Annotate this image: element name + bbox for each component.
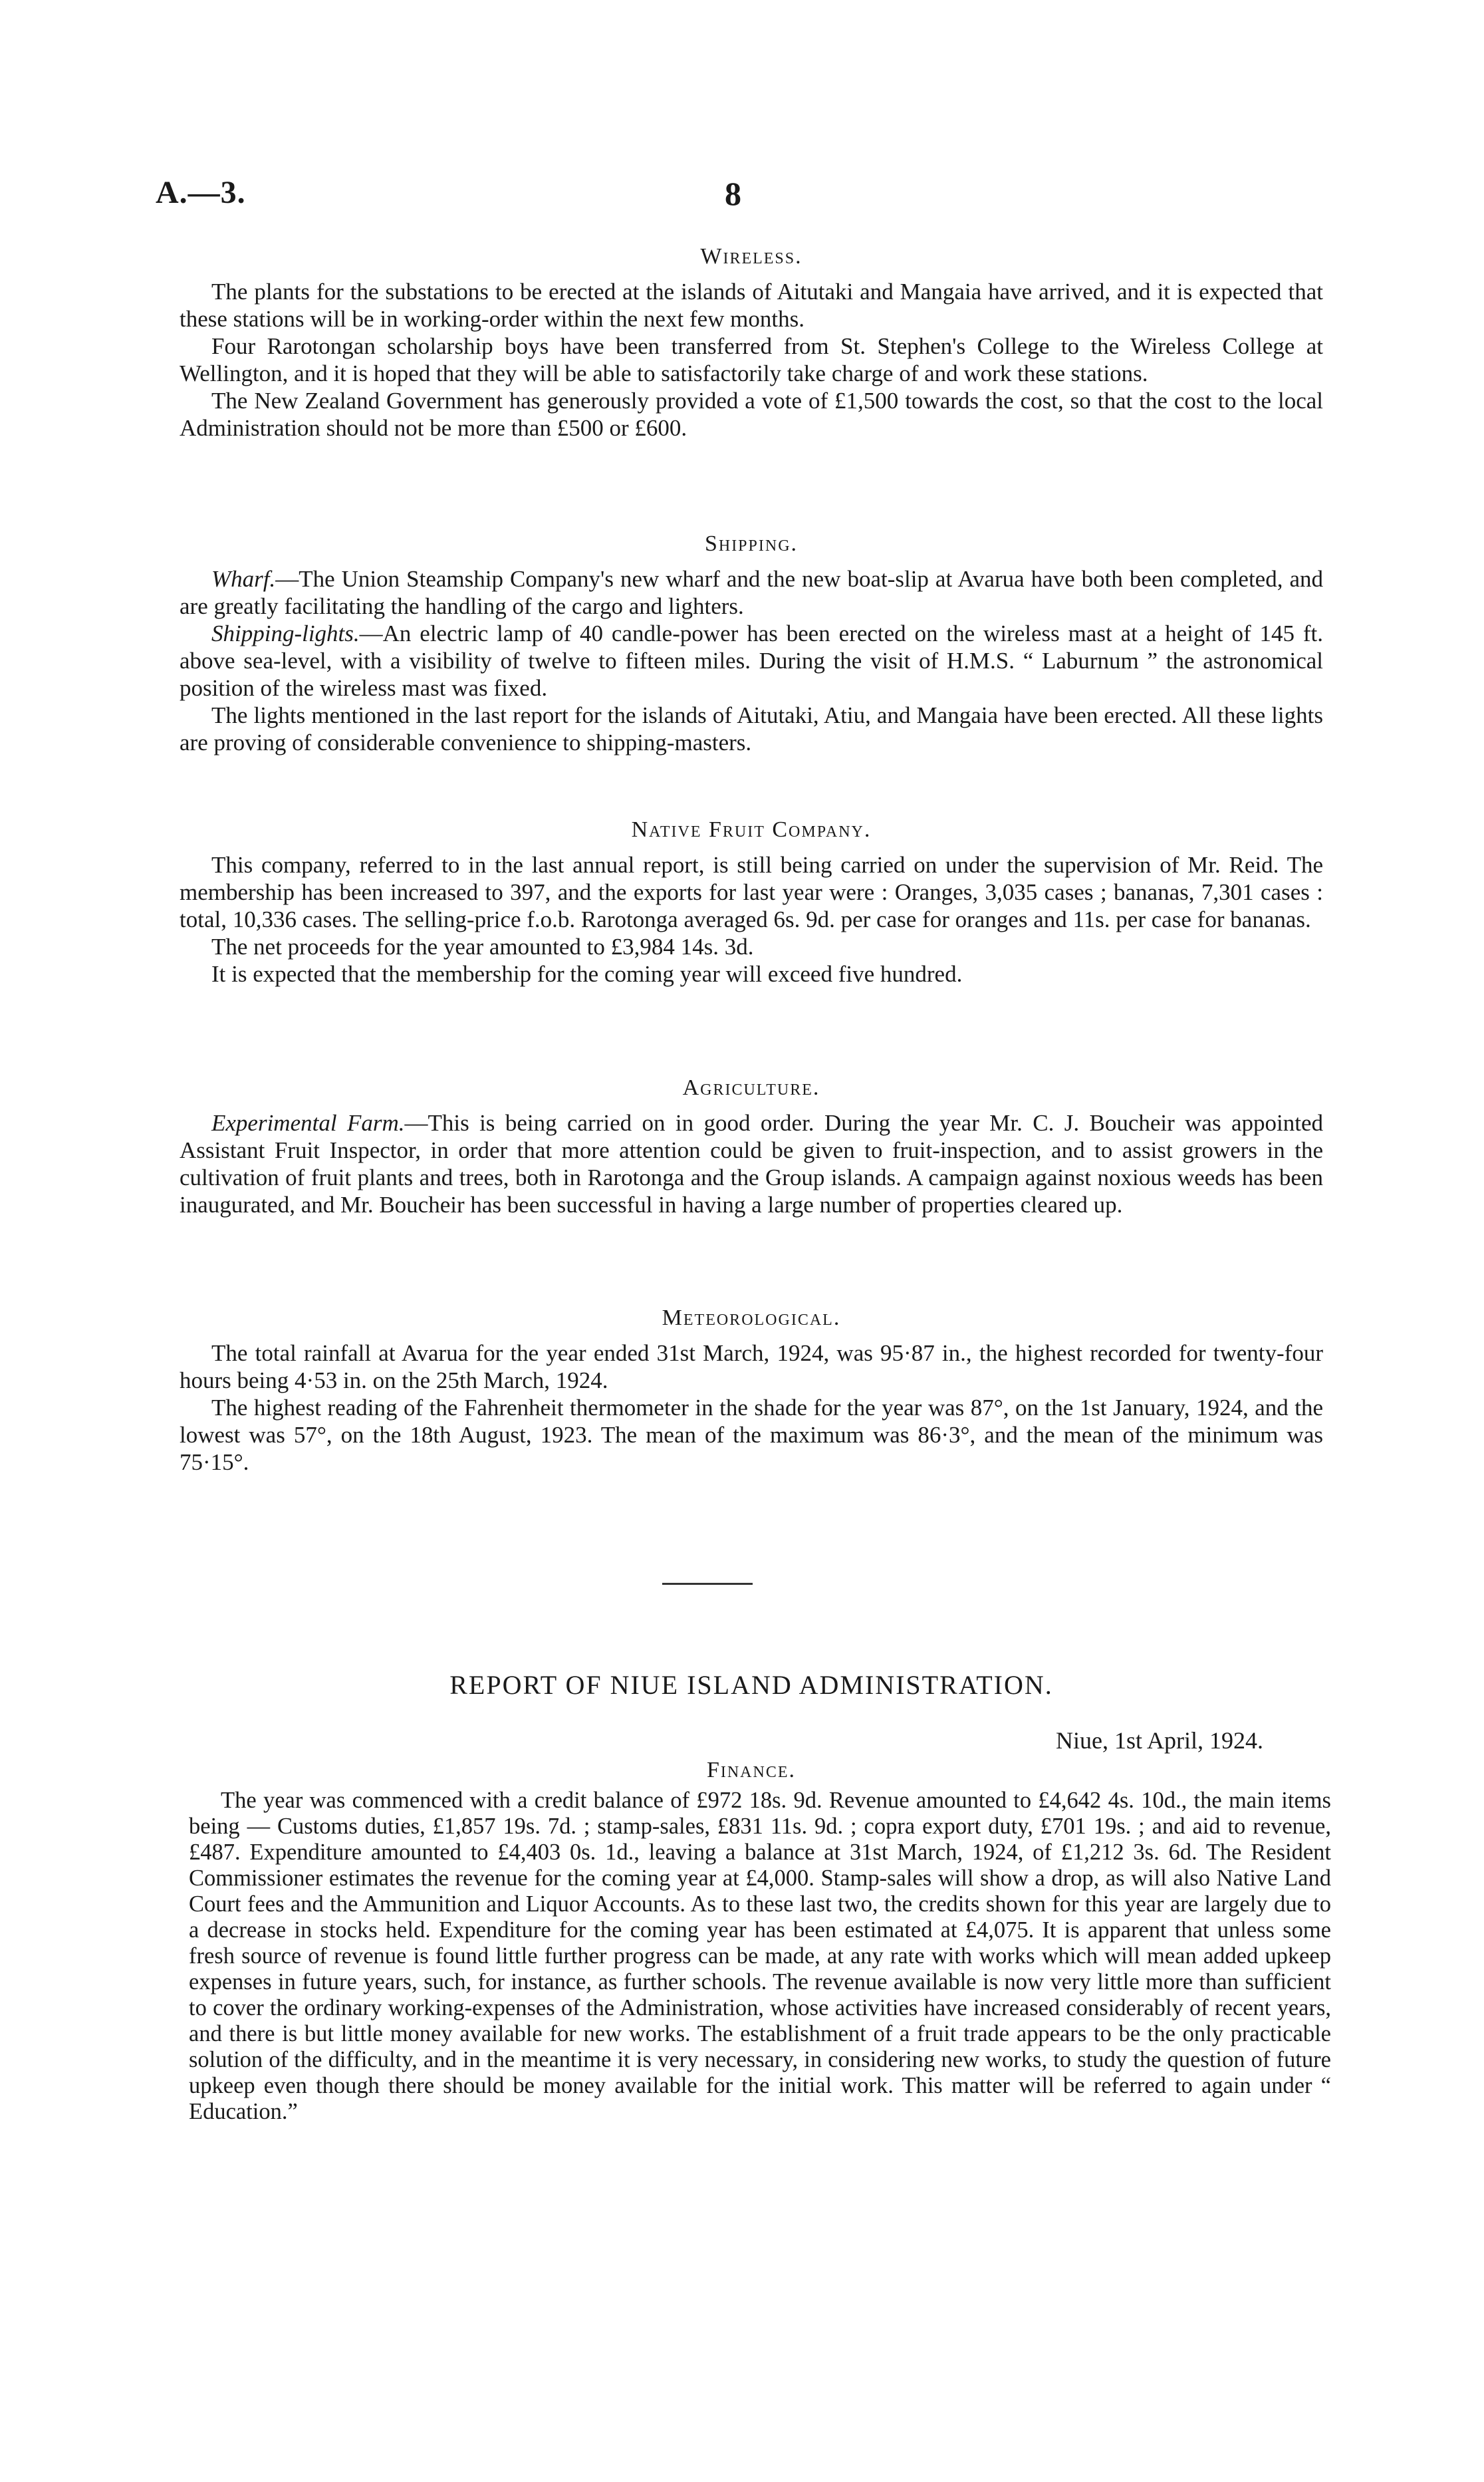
- wharf-label: Wharf.: [211, 566, 276, 592]
- wireless-paragraph-2: Four Rarotongan scholarship boys have been transferred from St. Stephen's College to the Wireless College at Wellington, and it is hoped that they will be able to satisfactorily take charge of and work these stations.: [180, 333, 1323, 386]
- wharf-text: —The Union Steamship Company's new wharf and the new boat-slip at Avarua have both been completed, and are greatly facilitating the handling of the cargo and lighters.: [180, 566, 1323, 619]
- page-number: 8: [725, 175, 741, 212]
- fruit-company-section: [180, 815, 1323, 988]
- wireless-section: [180, 242, 1323, 442]
- agriculture-heading: Agriculture.: [682, 1075, 820, 1100]
- fruit-company-heading: Native Fruit Company.: [631, 817, 872, 842]
- meteorological-section: [180, 1304, 1323, 1476]
- fruit-company-paragraph-2: The net proceeds for the year amounted to £3,984 14s. 3d.: [211, 934, 754, 960]
- wireless-paragraph-3: The New Zealand Government has generously provided a vote of £1,500 towards the cost, so that the cost to the local Administration should not be more than £500 or £600.: [180, 388, 1323, 441]
- section-divider: [662, 1583, 753, 1585]
- finance-heading: Finance.: [706, 1758, 797, 1782]
- shipping-lights-paragraph: [180, 620, 1323, 702]
- meteorological-paragraph-2: The highest reading of the Fahrenheit thermometer in the shade for the year was 87°, on the 1st January, 1924, and the lowest was 57°, on the 18th August, 1923. The mean of the maximum was 86·3°, and the mean of the minimum was 75·15°.: [180, 1395, 1323, 1475]
- wireless-paragraph-1: The plants for the substations to be erected at the islands of Aitutaki and Mangaia have arrived, and it is expected that these stations will be in working-order within the next few months.: [180, 279, 1323, 332]
- experimental-farm-label: Experimental Farm.: [211, 1110, 405, 1136]
- finance-section: [189, 1788, 1331, 2125]
- shipping-section: [180, 529, 1323, 756]
- experimental-farm-text: —This is being carried on in good order. During the year Mr. C. J. Boucheir was appointed Assistant Fruit Inspector, in order that more attention could be given to fruit-inspection, and to assist growers in the cultivation of fruit plants and trees, both in Rarotonga and the Group islands. A campaign against noxious weeds has been inaugurated, and Mr. Boucheir has been successful in having a large number of properties cleared up.: [180, 1110, 1323, 1218]
- shipping-paragraph-3: The lights mentioned in the last report for the islands of Aitutaki, Atiu, and Mangaia have been erected. All these lights are proving of considerable convenience to shipping-masters.: [180, 702, 1323, 756]
- fruit-company-paragraph-3: It is expected that the membership for the coming year will exceed five hundred.: [211, 961, 963, 987]
- meteorological-paragraph-1: The total rainfall at Avarua for the year ended 31st March, 1924, was 95·87 in., the highest recorded for twenty-four hours being 4·53 in. on the 25th March, 1924.: [180, 1340, 1323, 1393]
- agriculture-paragraph: [180, 1109, 1323, 1218]
- shipping-heading: Shipping.: [704, 531, 799, 556]
- fruit-company-paragraph-1: This company, referred to in the last annual report, is still being carried on under the supervision of Mr. Reid. The membership has been increased to 397, and the exports for last year were : Oranges, 3,035 cases ; bananas, 7,301 cases : total, 10,336 cases. The selling-price f.o.b. Rarotonga averaged 6s. 9d. per case for oranges and 11s. per case for bananas.: [180, 852, 1323, 932]
- niue-dateline: Niue, 1st April, 1924.: [1056, 1727, 1263, 1754]
- niue-report-title: REPORT OF NIUE ISLAND ADMINISTRATION.: [449, 1670, 1053, 1700]
- meteorological-heading: Meteorological.: [662, 1306, 841, 1330]
- shipping-lights-text: —An electric lamp of 40 candle-power has been erected on the wireless mast at a height of 145 ft. above sea-level, with a visibility of twelve to fifteen miles. During the visit of H.M.S. “ Laburnum ” the astronomical position of the wireless mast was fixed.: [180, 620, 1323, 701]
- finance-paragraph: The year was commenced with a credit balance of £972 18s. 9d. Revenue amounted to £4,642 4s. 10d., the main items being — Customs duties, £1,857 19s. 7d. ; stamp-sales, £831 11s. 9d. ; copra export duty, £701 19s. ; and aid to revenue, £487. Expenditure amounted to £4,403 0s. 1d., leaving a balance at 31st March, 1924, of £1,212 3s. 6d. The Resident Commissioner estimates the revenue for the coming year at £4,000. Stamp-sales will show a drop, as will also Native Land Court fees and the Ammunition and Liquor Accounts. As to these last two, the credits shown for this year are largely due to a decrease in stocks held. Expenditure for the coming year has been estimated at £4,075. It is apparent that unless some fresh source of revenue is found little further progress can be made, at any rate with works which will mean added upkeep expenses in future years, such, for instance, as further schools. The revenue available is now very little more than sufficient to cover the ordinary working-expenses of the Administration, whose activities have increased considerably of recent years, and there is but little money available for new works. The establishment of a fruit trade appears to be the only practicable solution of the difficulty, and in the meantime it is very necessary, in considering new works, to study the question of future upkeep even though there should be money available for the initial work. This matter will be referred to again under “ Education.”: [189, 1788, 1331, 2124]
- page-reference: A.—3.: [156, 175, 246, 210]
- wireless-heading: Wireless.: [700, 244, 803, 269]
- shipping-lights-label: Shipping-lights.: [211, 620, 360, 646]
- agriculture-section: [180, 1073, 1323, 1218]
- finance-heading-wrap: [180, 1756, 1323, 1792]
- shipping-wharf-paragraph: [180, 565, 1323, 620]
